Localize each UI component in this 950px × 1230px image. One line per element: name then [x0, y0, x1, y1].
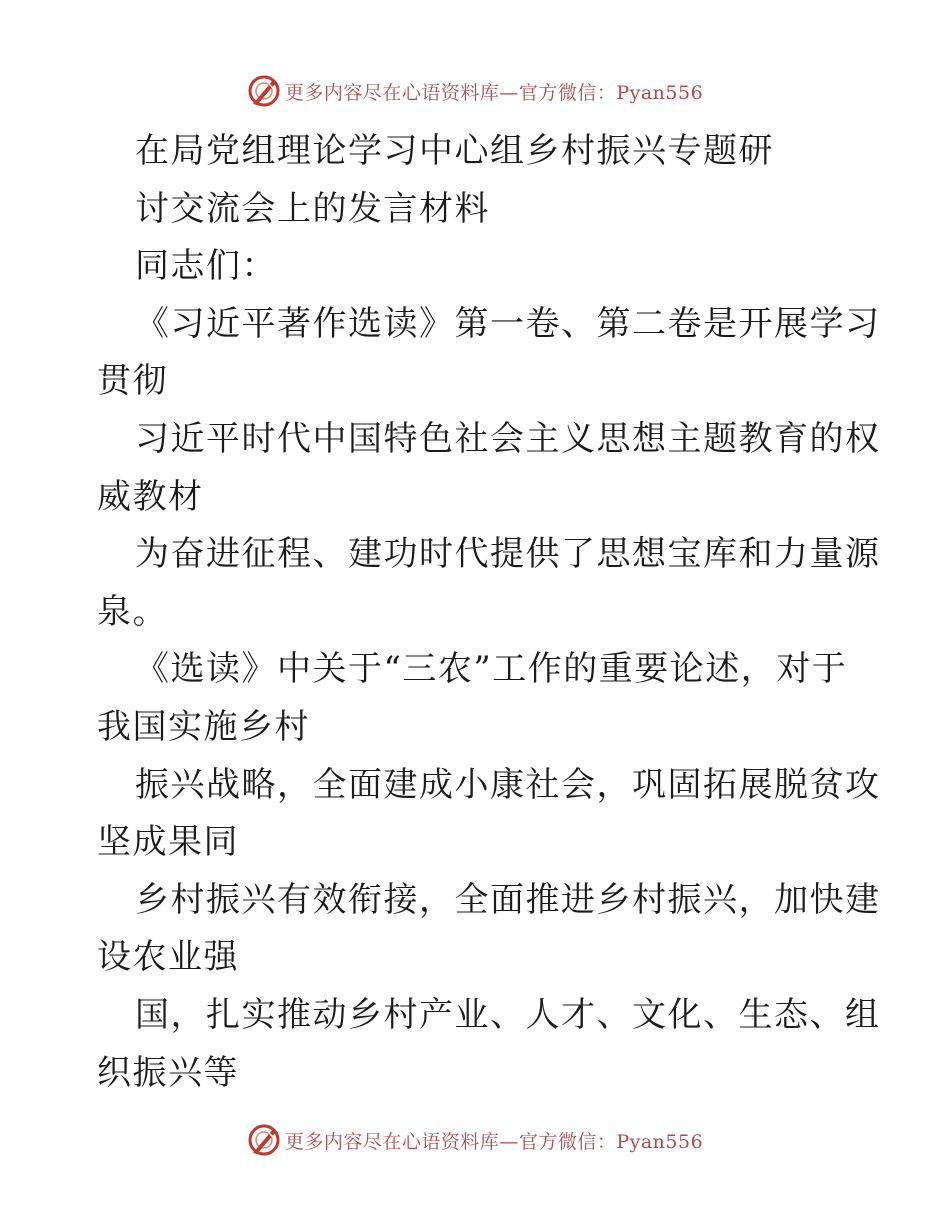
- document-line: 习近平时代中国特色社会主义思想主题教育的权: [135, 418, 881, 459]
- document-line: 我国实施乡村: [97, 706, 310, 747]
- footer-banner: [0, 1120, 950, 1160]
- document-line: 讨交流会上的发言材料: [135, 188, 490, 229]
- document-line: 织振兴等: [97, 1052, 239, 1093]
- document-line: 国，扎实推动乡村产业、人才、文化、生态、组: [135, 994, 881, 1035]
- document-line: 《选读》中关于“三农”工作的重要论述，对于: [135, 649, 848, 690]
- header-banner-text: 更多内容尽在心语资料库—官方微信：Pyan556: [284, 81, 704, 104]
- document-line: 为奋进征程、建功时代提供了思想宝库和力量源: [135, 534, 881, 575]
- footer-banner-text: 更多内容尽在心语资料库—官方微信：Pyan556: [284, 1130, 704, 1153]
- document-line: 设农业强: [97, 937, 239, 978]
- document-body: [97, 123, 881, 1102]
- document-line: 坚成果同: [97, 822, 239, 863]
- document-line: 贯彻: [97, 361, 168, 402]
- document-line: 泉。: [97, 591, 168, 632]
- document-line: 威教材: [97, 476, 204, 517]
- quill-pen-logo-icon: [247, 1123, 281, 1157]
- document-line: 《习近平著作选读》第一卷、第二卷是开展学习: [135, 303, 881, 344]
- document-line: 振兴战略，全面建成小康社会，巩固拓展脱贫攻: [135, 764, 881, 805]
- document-line: 在局党组理论学习中心组乡村振兴专题研: [135, 131, 774, 171]
- header-banner: [0, 71, 950, 111]
- document-line: 乡村振兴有效衔接，全面推进乡村振兴，加快建: [135, 879, 881, 920]
- quill-pen-logo-icon: [247, 74, 281, 108]
- document-line: 同志们：: [135, 246, 277, 287]
